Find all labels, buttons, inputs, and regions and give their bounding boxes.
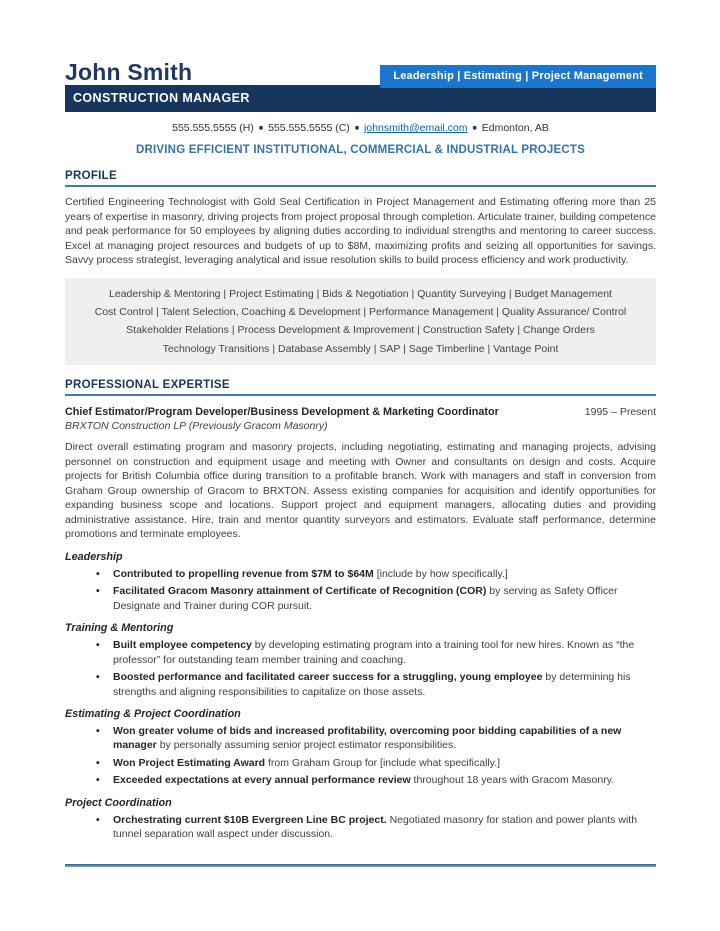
tagline: DRIVING EFFICIENT INSTITUTIONAL, COMMERCIAL & INDUSTRIAL PROJECTS (136, 144, 585, 157)
job-title-bar: CONSTRUCTION MANAGER (65, 85, 656, 112)
subheading-training-mentoring: Training & Mentoring (65, 622, 174, 635)
bullet-item (65, 813, 656, 842)
bullet-bold: Facilitated Gracom Masonry attainment of Certificate of Recognition (COR) (113, 585, 487, 598)
bullet-bold: Exceeded expectations at every annual performance review (113, 774, 411, 787)
bullet-rest: by developing estimating program into a training tool for new hires. Known as “the professor” for outstanding team member training and coaching. (113, 639, 635, 666)
separator-square-icon: ■ (258, 124, 264, 132)
contact-line (65, 122, 656, 134)
skills-badge: Leadership | Estimating | Project Management (380, 65, 656, 88)
bullet-bold: Won Project Estimating Award (113, 756, 266, 769)
bullet-rest: by personally assuming senior project estimator responsibilities. (156, 739, 457, 752)
bullet-bold: Won greater volume of bids and increased profitability, overcoming poor bidding capabilities of a new manager (113, 725, 622, 752)
section-heading-profile: PROFILE (65, 170, 656, 187)
bullet-bold: Contributed to propelling revenue from $7M to $64M (113, 567, 374, 580)
person-name: John Smith (65, 59, 193, 85)
bullet-bold: Orchestrating current $10B Evergreen Line BC project. (113, 813, 387, 826)
skills-line: Stakeholder Relations | Process Development & Improvement | Construction Safety | Change Orders (126, 324, 595, 337)
company-name: BRXTON Construction LP (Previously Gracom Masonry) (65, 420, 328, 433)
skills-line: Technology Transitions | Database Assembly | SAP | Sage Timberline | Vantage Point (162, 342, 559, 355)
bullet-item (65, 567, 656, 581)
separator-square-icon: ■ (472, 124, 477, 132)
job-description: Direct overall estimating program and masonry projects, including negotiating, estimating and managing projects, advising personnel on construction and equipment usage and meeting with Owner and consultants on design and costs. Acquire projects for British Columbia office during transition to a profitable branch. Work with managers and staff in conversion from Graham Group ownership of Gracom to BRXTON. Assess existing companies for acquisition and identify opportunities for expanding business scope and locations. Support project and equipment managers, allocating duties and providing administrative assistance. Hire, train and mentor quantity surveyors and estimators. Evaluate staff performance, determine promotions and terminate employees. (65, 441, 656, 541)
bullet-list-leadership (65, 567, 656, 613)
bullet-item (65, 773, 656, 787)
phone-cell: 555.555.5555 (C) (268, 122, 350, 135)
bullet-list-training (65, 638, 656, 699)
bullet-rest: [include by how specifically.] (373, 567, 508, 580)
bullet-item (65, 584, 656, 613)
profile-summary: Certified Engineering Technologist with Gold Seal Certification in Project Management and Estimating offering more than 25 years of expertise in masonry, driving projects from project proposal through completion. Articulate trainer, building competence and peak performance for 50 employees by aligning duties according to individual strengths and mentoring to career success. Excel at managing project resources and budgets of up to $8M, maximizing profits and seizing all opportunities for savings. Savvy process strategist, leveraging analytical and issue resolution skills to build process efficiency and work productivity. (65, 196, 656, 267)
bullet-item (65, 756, 656, 770)
bullet-item (65, 670, 656, 699)
bullet-rest: throughout 18 years with Gracom Masonry. (410, 774, 615, 787)
bottom-divider (65, 864, 656, 867)
job-title: Chief Estimator/Program Developer/Business Development & Marketing Coordinator (65, 406, 499, 419)
location: Edmonton, AB (481, 122, 549, 135)
bullet-rest: by serving as Safety Officer Designate and Trainer during COR pursuit. (113, 585, 618, 612)
bullet-rest: Negotiated masonry for station and power plants with tunnel separation wall aspect under discussion. (113, 813, 638, 841)
skills-line: Leadership & Mentoring | Project Estimating | Bids & Negotiation | Quantity Surveying | Budget Management (109, 287, 612, 300)
subheading-leadership: Leadership (65, 550, 123, 563)
skills-line: Cost Control | Talent Selection, Coaching & Development | Performance Management | Quality Assurance/ Control (94, 306, 627, 319)
job-header (65, 406, 656, 418)
subheading-estimating-coordination: Estimating & Project Coordination (65, 708, 241, 720)
skills-box (65, 278, 656, 366)
phone-home: 555.555.5555 (H) (172, 122, 254, 135)
bullet-bold: Boosted performance and facilitated career success for a struggling, young employee (113, 671, 543, 684)
bullet-rest: by determining his strengths and aligning responsibilities to capitalize on those assets. (113, 671, 631, 698)
bullet-list-estimating (65, 724, 656, 788)
subheading-project-coordination: Project Coordination (65, 796, 172, 809)
bullet-bold: Built employee competency (113, 639, 252, 652)
bullet-list-project-coordination (65, 813, 656, 842)
header (65, 60, 656, 85)
bullet-rest: from Graham Group for [include what specifically.] (265, 756, 501, 769)
job-dates: 1995 – Present (584, 406, 656, 419)
bullet-item (65, 638, 656, 667)
bullet-item (65, 724, 656, 753)
email-link[interactable]: johnsmith@email.com (364, 122, 468, 135)
section-heading-expertise: PROFESSIONAL EXPERTISE (65, 379, 656, 396)
separator-square-icon: ■ (354, 124, 360, 132)
